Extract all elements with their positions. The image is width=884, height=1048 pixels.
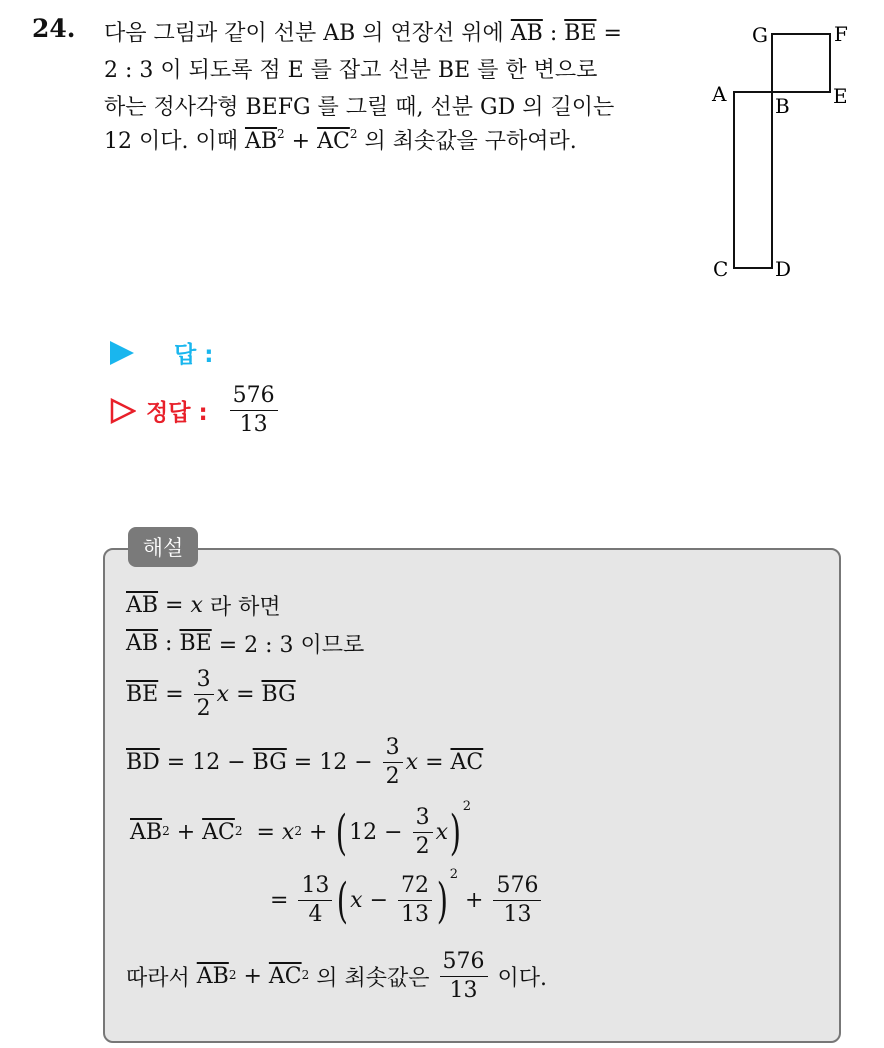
square-befg: [772, 34, 830, 92]
solution-line-2: $\overline{AB}$ : $\overline{BE}$ = 2 : 3 이므로: [126, 631, 365, 658]
solution-line-5: $\overline{AB}$ $^2$ + $\overline{AC}$ $^2$ = x $^2$ + ( 12 − $\frac{3}{2}$ x ) 2: [130, 799, 471, 861]
segment-ab: $\overline{AB}$: [510, 21, 543, 46]
answer-label: 답 :: [174, 342, 214, 368]
question-line-3: 하는 정사각형 BEFG 를 그릴 때, 선분 GD 의 길이는: [104, 95, 615, 120]
label-g: G: [752, 23, 768, 47]
solution-line-7: 따라서 $\overline{AB}$ $^2$ + $\overline{AC}$ $^2$ 의 최솟값은 $\frac{576}{13}$ 이다.: [126, 949, 547, 1004]
rectangle-abdc: [734, 92, 772, 268]
outline-triangle-icon: [110, 398, 136, 424]
solution-line-1: $\overline{AB}$ = x 라 하면: [126, 593, 281, 620]
correct-answer-label: 정답 :: [146, 400, 208, 427]
label-d: D: [775, 257, 792, 281]
question-line-1: 다음 그림과 같이 선분 AB 의 연장선 위에 $\overline{AB}$ : $\overline{BE}$ =: [104, 21, 622, 46]
solution-tab: 해설: [128, 527, 198, 567]
label-f: F: [834, 22, 848, 46]
correct-answer-row: [110, 384, 281, 437]
solution-line-4: $\overline{BD}$ = 12 − $\overline{BG}$ = 12 − $\frac{3}{2}$ x = $\overline{AC}$: [126, 735, 484, 790]
label-b: B: [775, 94, 790, 118]
segment-be: $\overline{BE}$: [564, 21, 597, 46]
question-line-4: 12 이다. 이때 $\overline{AB}^2 + \overline{AC}^2$ 의 최솟값을 구하여라.: [104, 126, 577, 154]
label-c: C: [713, 257, 729, 281]
question-line-2: 2 : 3 이 되도록 점 E 를 잡고 선분 BE 를 한 변으로: [104, 58, 598, 83]
label-e: E: [833, 84, 848, 108]
geometry-figure: [700, 18, 870, 288]
answer-row: [110, 336, 213, 369]
label-a: A: [712, 82, 727, 106]
question-number: 24.: [32, 14, 76, 43]
solution-line-6: = $\frac{13}{4}$ ( x − $\frac{72}{13}$ ) 2 + $\frac{576}{13}$: [270, 874, 544, 927]
solution-line-3: $\overline{BE}$ = $\frac{3}{2}$ x = $\overline{BG}$: [126, 667, 296, 722]
correct-answer-value: $\frac{576}{13}$: [230, 384, 278, 437]
play-triangle-icon: [110, 341, 134, 365]
